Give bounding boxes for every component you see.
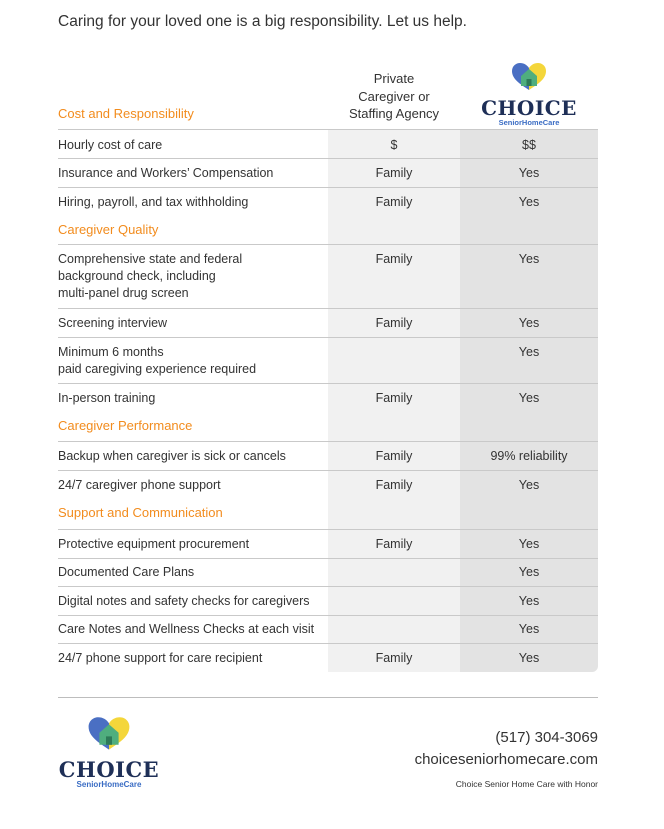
row-label: In-person training [58, 391, 156, 405]
private-value: Family [375, 478, 413, 492]
footer-logo-word: CHOICE [58, 757, 160, 782]
choice-value: Yes [518, 316, 540, 330]
table-row [58, 558, 598, 587]
row-label-line: multi-panel drug screen [58, 286, 189, 300]
choice-value: Yes [518, 166, 540, 180]
choice-value: Yes [518, 651, 540, 665]
table-row [58, 643, 598, 673]
choice-value: Yes [518, 252, 540, 266]
heart-house-icon [510, 62, 548, 92]
row-label-line: Comprehensive state and federal [58, 252, 243, 266]
table-row [58, 441, 598, 471]
footer-tagline: Choice Senior Home Care with Honor [455, 779, 598, 789]
row-label-line: paid caregiving experience required [58, 362, 257, 376]
row-label: 24/7 caregiver phone support [58, 478, 221, 492]
choice-value: Yes [518, 391, 540, 405]
heart-house-icon [86, 716, 132, 752]
row-label: Protective equipment procurement [58, 537, 250, 551]
private-value: $ [390, 138, 398, 152]
footer-divider [58, 697, 598, 698]
private-value: Family [375, 449, 413, 463]
intro-text: Caring for your loved one is a big responsibility. Let us help. [58, 13, 467, 30]
footer-logo-subtitle: SeniorHomeCare [76, 780, 142, 789]
private-column-header [330, 70, 458, 123]
table-row [58, 470, 598, 500]
table-row [58, 383, 598, 413]
choice-value: Yes [518, 195, 540, 209]
private-value: Family [375, 316, 413, 330]
table-row [58, 187, 598, 217]
private-value: Family [375, 195, 413, 209]
table-row [58, 337, 598, 384]
footer-phone: (517) 304-3069 [495, 729, 598, 746]
choice-value: Yes [518, 565, 540, 579]
row-label [58, 344, 320, 378]
footer-logo [58, 716, 160, 789]
table-row [58, 129, 598, 159]
row-label-line: background check, including [58, 269, 216, 283]
choice-value: 99% reliability [490, 449, 568, 463]
private-value: Family [375, 391, 413, 405]
private-header-line: Staffing Agency [348, 106, 440, 121]
row-label: Screening interview [58, 316, 168, 330]
choice-value: Yes [518, 594, 540, 608]
section-title: Support and Communication [58, 505, 223, 520]
row-label: Insurance and Workers’ Compensation [58, 166, 274, 180]
row-label: Digital notes and safety checks for caregivers [58, 594, 310, 608]
table-row [58, 244, 598, 309]
table-row [58, 615, 598, 644]
section-title: Cost and Responsibility [58, 106, 194, 121]
row-label: Hiring, payroll, and tax withholding [58, 195, 249, 209]
row-label: Hourly cost of care [58, 138, 163, 152]
choice-value: Yes [518, 622, 540, 636]
choice-logo-subtitle: SeniorHomeCare [498, 118, 560, 127]
private-value: Family [375, 252, 413, 266]
row-label: Care Notes and Wellness Checks at each visit [58, 622, 315, 636]
choice-value: $$ [522, 138, 536, 152]
private-value: Family [375, 537, 413, 551]
private-value: Family [375, 166, 413, 180]
choice-value: Yes [518, 478, 540, 492]
table-row [58, 529, 598, 559]
private-header-line: Private [373, 71, 415, 86]
section-title: Caregiver Quality [58, 222, 159, 237]
choice-value: Yes [518, 537, 540, 551]
row-label: Backup when caregiver is sick or cancels [58, 449, 286, 463]
row-label-line: Minimum 6 months [58, 345, 164, 359]
choice-column-logo [478, 62, 580, 127]
footer-website[interactable]: choiceseniorhomecare.com [414, 751, 598, 768]
row-label: Documented Care Plans [58, 565, 195, 579]
choice-value: Yes [518, 345, 540, 359]
table-row [58, 586, 598, 616]
section-title: Caregiver Performance [58, 418, 193, 433]
private-value: Family [375, 651, 413, 665]
row-label: 24/7 phone support for care recipient [58, 651, 263, 665]
private-header-line: Caregiver or [358, 88, 430, 104]
table-row [58, 158, 598, 188]
row-label [58, 251, 320, 302]
choice-logo-word: CHOICE [481, 96, 577, 120]
table-row [58, 308, 598, 338]
